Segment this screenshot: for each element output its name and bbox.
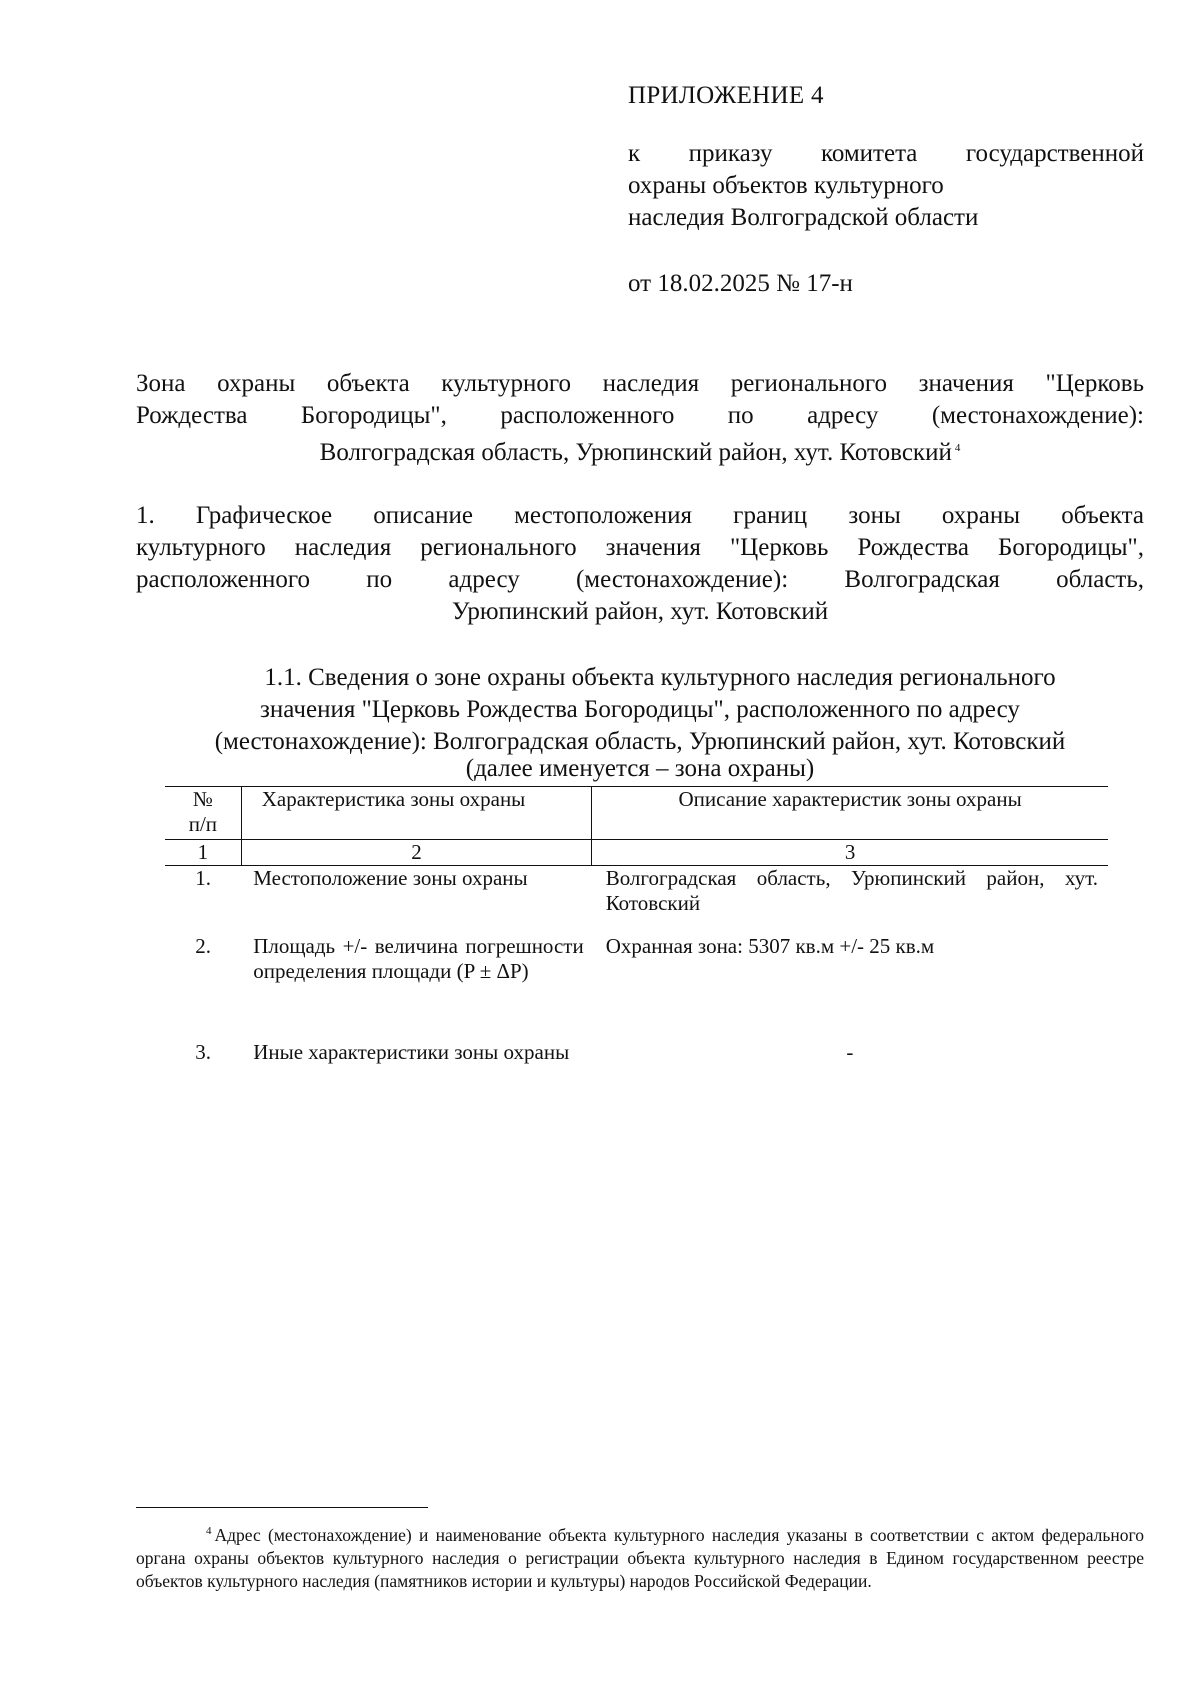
table-header	[165, 787, 1108, 840]
order-line-3: наследия Волгоградской области	[628, 204, 979, 231]
footnote-separator	[136, 1507, 428, 1508]
appendix-title: ПРИЛОЖЕНИЕ 4	[628, 82, 824, 109]
order-date: от 18.02.2025 № 17-н	[628, 270, 853, 297]
footnote-marker: 4	[954, 442, 961, 454]
table-row: 3. Иные характеристики зоны охраны -	[195, 1040, 854, 1064]
footnote: $^4$ Адрес (местонахождение) и наименование объекта культурного наследия указаны в соответствии с актом федерального органа охраны объектов культурного наследия о регистрации объекта культурного наследия в Едином государственном реестре объектов культурного наследия (памятников истории и культуры) народов Российской Федерации.	[136, 1525, 1144, 1591]
column-numbers-row: 1 2 3	[165, 840, 1108, 866]
header-characteristic: Характеристика зоны охраны	[241, 787, 591, 840]
header-description: Описание характеристик зоны охраны	[592, 787, 1108, 840]
order-line-1: к приказу комитета государственной	[628, 140, 1144, 167]
subsection-1-1-heading: 1.1. Сведения о зоне охраны объекта культурного наследия регионального значения "Церковь Рождества Богородицы", расположенного по адресу (местонахождение): Волгоградская область, Урюпинский район, хут. Котовский (далее именуется – зона охраны)	[214, 664, 1066, 782]
table-row: 1. Местоположение зоны охраны Волгоградская область, Урюпинский район, хут. Котовский	[195, 866, 1098, 915]
document-title: Зона охраны объекта культурного наследия регионального значения "Церковь Рождества Богородицы", расположенного по адресу (местонахождение): Волгоградская область, Урюпинский район, хут. Котовский $^4$	[136, 370, 1144, 466]
section-1-heading: 1. Графическое описание местоположения границ зоны охраны объекта культурного наследия регионального значения "Церковь Рождества Богородицы", расположенного по адресу (местонахождение): Волгоградская область, Урюпинский район, хут. Котовский	[136, 502, 1144, 625]
table-row: 2. Площадь +/- величина погрешности определения площади (P ± ΔP) Охранная зона: 5307 кв.м +/- 25 кв.м	[195, 934, 935, 983]
zone-info-table	[165, 786, 1108, 1065]
order-line-2: охраны объектов культурного	[628, 172, 944, 199]
header-num: № п/п	[165, 787, 241, 840]
order-reference	[628, 138, 1144, 234]
